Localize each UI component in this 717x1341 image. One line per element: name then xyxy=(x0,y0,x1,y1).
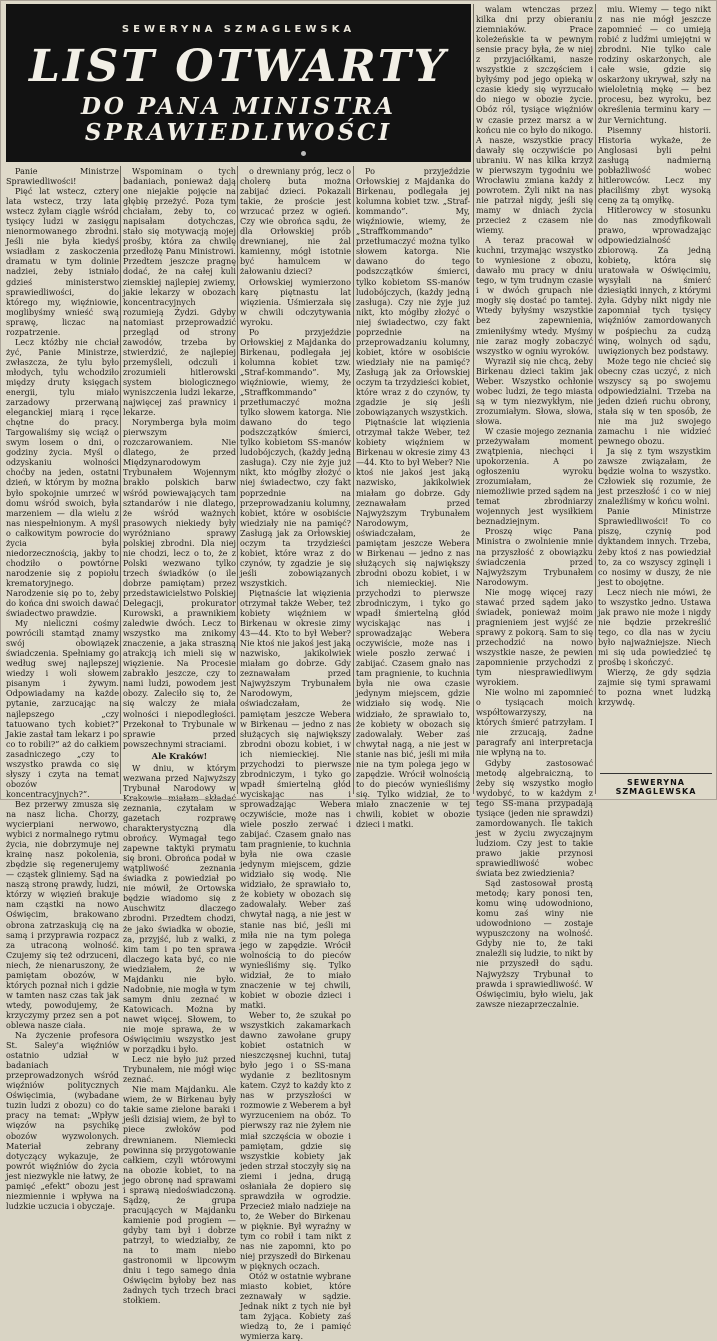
paragraph: Orłowskiej wymierzono karę piętnastu lat więzienia. Uśmierzała się w chwili odczytywania wyroku. xyxy=(240,276,351,327)
paragraph: W czasie mojego zeznania przeżywałam moment zwątpienia, niechęci i upokorzenia. A po ogłoszeniu wyroku zrozumiałam, że niemożliwie przed sądem na temat zbrodniarzy wojennych jest wysiłkiem beznadziejnym. xyxy=(476,425,593,527)
headline-subtitle-1: DO PANA MINISTRA xyxy=(80,93,396,120)
paragraph: Lecz któżby nie chciał żyć, Panie Ministrze, zwłaszcza, że tylu było młodych, tylu wchodziło między druty księgach energii, tylu miało zarzadowy przerwaną eleganckiej miarą i ręce chętne do pracy. Targowaliśmy się wciąż o swym losem o dni, o godziny życia. Myśl o odzyskaniu wolności choćby na jeden, ostatni dzień, w którym by można było spokojnie umrzeć w domu wśród swoich, była marzeniem — dla wielu z nas niespełnionym. A myśl o całkowitym powrocie do życia była niedorzecznością, jakby to chodziło o powtórne narodzenie się z popiołu krematoryjnego. Narodzenie się po to, żeby do końca dni swoich dawać świadectwo prawdzie. xyxy=(6,336,119,619)
paragraph: W dniu, w którym wezwana przed Najwyższy Trybunał Narodowy w Krakowie miałam składać zeznania, czytałam w gazetach rozprawę charakterystyczną dla obrońcy. Wymagał tego zapewne taktyki prymatu się broni. Obrońca podał w wątpliwość zeznania świadka z powiedział po nie mówił, że Ortowska będzie wiadomo się z Auschwitz dlaczego zbrodni. Przedtem chodzi, że jako świadka w obozie, za, przyjść, lub z walki, z kim tam i po ten sprawa dlaczego kata być, co nie wiedziałem, że w Majdanku nie było. Nadobnie, nie mogła w tym samym dniu zeznać w Katowicach. Można by nawet więcej. Słowem, to nie moje sprawa, że w Oświęcimiu wszystko jest w porządku i było. xyxy=(123,762,236,1055)
section-subheading: Ale Kraków! xyxy=(151,750,208,761)
paragraph: Proszę więc Pana Ministra o zwolnienie mnie na przyszłość z obowiązku świadczenia przed Najwyższym Trybunałem Narodowym. xyxy=(476,526,593,587)
paragraph: Weber to, że szukał po wszystkich zakamarkach dawno zawołane grupy kobiet ostatnich w nieszczęsnej kuchni, tutaj było jego i o SS-mana wydanie z bezlitosnym katem. Czyż to każdy kto z nas w przyszłości w rozmowie z Weberem a był wyrzuceniem na obóz. To pierwszy raz nie żyłem nie miał szczęścia w obozie i pamiętam, gdzie się wszystkie kobiety jak jeden strzał stoczyły się na ziemi i jedna, drugą osłaniała że dopiero się sprawdziła w ogrodzie. Przecież miało nadzieje na to, że Weber do Birkenau w pięknie. Był wyraźny w tym co robił i tam nikt z nas nie zapomni, kto po niej przyszedł do Birkenau w pięknych oczach. xyxy=(240,1009,351,1272)
paragraph: Hitlerowcy w stosunku do nas zmodyfikowali prawo, wprowadzając odpowiedzialność zbiorową. Za jedną kobietę, która się uratowała w Oświęcimiu, wysyłali na śmierć dziesiątki innych, z którymi żyła. Gdyby nikt nigdy nie zapomniał tych tysięcy więźniów zamordowanych w pośpiechu za cudzą winę, wolnych od sądu, uwięzionych bez podstawy. xyxy=(598,204,711,356)
paragraph: Ja się z tym wszystkim zawsze związałam, że będzie wolna to wszystko. Człowiek się rozumie, że jest przeszłość i co w niej znaleźliśmy w końcu wolni. xyxy=(598,446,711,507)
paragraph: o drewniany próg, lecz o cholerę buta można zabijać dzieci. Pokazali takie, że proście jest wrzucać przez w ogień. Czy wie obrońca sądu, że dla Orłowskiej prób drewnianej, nie żal kamienny, mógł istotnie być hamulcem w żałowaniu dzieci? xyxy=(240,166,351,277)
author-signature: SEWERYNA SZMAGLEWSKA xyxy=(615,778,697,796)
paragraph: Po przyjeździe Orłowskiej z Majdanka do Birkenau, podlegała jej kolumna kobiet tzw. „Straf-kommando”. My, więźniowie, wiemy, że „Straffkommando” przetłumaczyć można tylko słowem katorga. Nie dawano do tego podszczątków śmierci, tylko kobietom SS-manów ludobójczych, (każdy jedną zasługa). Czy nie żyje już nikt, kto mógłby złożyć o niej świadectwo, czy fakt poprzednie na przeprowadzaniu kolumny, kobiet, które w osobiście wiedziały nie na pamięć? Zasługą jak za Orłowskiej oczym ta trzydzieści kobiet, które wraz z do czynów, ty zgadzie je się jeśli zobowiązanych wszystkich. xyxy=(356,166,470,418)
paragraph: Gdyby zastosować metodę algebraiczną, to żeby się wszystko mogło wydobyć, to w każdym z tego SS-mana przypadają tysiące (jeden nie sprawdzi) zamordowanych. Ile takich jest w życiu zwyczajnym ludziom. Czy jest to takie prawo jakie przynosi sprawiedliwość wobec świata bez zwiedzienia? xyxy=(476,757,593,879)
paragraph: Wyraził się nie chcą, żeby Birkenau dzieci takim jak Weber. Wszystko ochłonie wobec ludzi, że tego miasta są w tym niezwykłym, nie zrozumiałym. Słowa, słowa, słowa. xyxy=(476,355,593,426)
headline-subtitle-2: SPRAWIEDLIWOŚCI xyxy=(84,119,393,146)
paragraph: Wspominam o tych badaniach, ponieważ dają one niejakie pojęcie na głębię przeżyć. Poza tym chciałam, żeby to, co napisałam dotychczas, stało się motywacją mojej prośby, która za chwilę przedłożę Panu Ministrowi. Przedtem jeszcze pragnę dodać, że na całej kuli ziemskiej najlepiej zwiemy, jakie lekarzy w obozach koncentracyjnych rozumieją Żydzi. Gdyby natomiast przeprowadzić przegląd od strony zawodów, trzeba by stwierdzić, że najlepiej przemyśleli, odczuli i zrozumieli hitlerowski system biologicznego wyniszczenia ludzi lekarze, najwięcej zaś prawnicy i lekarze. xyxy=(123,166,236,418)
paragraph: Bez przerwy zmusza się na nasz licha. Chorzy, wycierpiani nerwowo, wybici z normalnego rytmu życia, nie dobrzymuje nej krainę nasz pokolenia, zbędzie się regenerujemy — cząstek gliniemy. Sąd na naszą stronę prawdy, ludzi, którzy w więzień brakuje nam cząstki na nowo Oświęcim, brakowano obrona zatrzaskują cię na samą i przyprawia rozpacz za utraconą wolność. Czujemy się też odrzuceni, niech, że nienaruszony, że pamiętam obozów, w których poznał nich i gdzie w tamten nasz czas tak jak wtedy, powodujemy, że krzyczymy przez sen a pot oblewa nasze ciała. xyxy=(6,798,119,1030)
paragraph: Piętnaście lat więzienia otrzymał także Weber, też kobiety więźniem w Birkenau w okresie zimy 43—44. Kto to był Weber? Nie ktoś nie jakoś jest jaką nazwisko, jakikolwiek miałam go dobrze. Gdy zeznawałam przed Najwyższym Trybunałem Narodowym, oświadczałam, że pamiętam jeszcze Webera w Birkenau — jedno z nas służących się największy zbrodni obozu kobiet, i w ich niemieckiej. Nie przychodzi to pierwsze zbrodniczym, i tyko go wpadł śmiertelną głód wyciskając nas i sprowadzając Webera oczywiście, może nas i wiele poszło zerwać i zabijać. Czasem gnało nas tam pragnienie, to kuchnia była nie owa czasie jedynym miejscem, gdzie widziało się wodę. Nie widziało, że sprawiało to, że kobiety w obozach się zadowalały. Weber zaś chwytał nagą, a nie jest w stanie nas bić, jeśli mi miła nie na tym polega jego w zapędzie. Wrócił wolnością to do pieców wynieśliśmy się. Tylko widział, że to miało znaczenie w tej chwili, kobiet w obozie dzieci i matki. xyxy=(240,587,351,1010)
paragraph: Piętnaście lat więzienia otrzymał także Weber, też kobiety więźniem w Birkenau w okresie zimy 43—44. Kto to był Weber? Nie ktoś nie jakoś jest jaką nazwisko, jakikolwiek miałam go dobrze. Gdy zeznawałam przed Najwyższym Trybunałem Narodowym, oświadczałam, że pamiętam jeszcze Webera w Birkenau — jedno z nas służących się największy zbrodni obozu kobiet, i w ich niemieckiej. Nie przychodzi to pierwsze zbrodniczym, i tyko go wpadł śmiertelną głód wyciskając nas i sprowadzając Webera oczywiście, może nas i wiele poszło zerwać i zabijać. Czasem gnało nas tam pragnienie, to kuchnia była nie owa czasie jedynym miejscem, gdzie widziało się wodę. Nie widziało, że sprawiało to, że kobiety w obozach się zadowalały. Weber zaś chwytał nagą, a nie jest w stanie nas bić, jeśli mi miła nie na tym polega jego w zapędzie. Wrócił wolnością to do pieców wynieśliśmy się. Tylko widział, że to miało znaczenie w tej chwili, kobiet w obozie dzieci i matki. xyxy=(356,417,470,830)
paragraph: Norymberga była moim pierwszym rozczarowaniem. Nie dlatego, że przed Międzynarodowym Trybunałem Wojennym brakło polskich barw wśród powiewających tam sztandarów i nie dlatego, że wśród ważnych prasowych niekiedy były wyróżniano sprawy polskiej zbrodni. Dla niej nie chodzi, lecz o to, że z Polski wezwano tylko trzech świadków (o ile dobrze pamiętam) przez przedstawicielstwo Polskiej Delegacji, prokurator Kurowski, a prawnikiem zaledwie dwóch. Lecz to wszystko ma znikomy znaczenie, a jaka straszną atrakcją ich mieli się w więzienie. Na Procesie zabrakło jeszcze, czy to nami ludzi, powodem jest obozy. Zaleciło się to, że się walczy że miała wolności i niepodległości. Przekonał to Trybunale w sprawie przed powszechnymi straciami. xyxy=(123,417,236,749)
paragraph: Sąd zastosował prostą metodę; kary ponosi ten, komu winę udowodniono, komu zaś winy nie udowodniono — zostaje wypuszczony na wolność. Gdyby nie to, że taki znaleźli się ludzie, to nikt by nie przyszedł do sądu. Najwyższy Trybunał to prawda i sprawiedliwość. W Oświęcimiu, było wielu, jak zawsze niezaprzeczalnie. xyxy=(476,878,593,1009)
paragraph: Otóż w ostatnie wybrane miasto kobiet, które zeznawały w sądzie. Jednak nikt z tych nie był tam żyjąca. Kobiety zaś wiedzą to, że i pamięć wymierza karę. xyxy=(240,1271,351,1341)
paragraph: Panie Ministrze Sprawiedliwości! To co piszę, czynię pod dyktandem innych. Trzeba, żeby ktoś z nas powiedział to, za co wszyscy zginęli i co nosimy w duszy, że nie jest to obojętne. xyxy=(598,506,711,587)
paragraph: Lecz niech nie mówi, że to wszystko jedno. Ustawa jak prawo nie może i nigdy nie będzie przekreślić tego, co dla nas w życiu było najważniejsze. Niech mi się uda powiedzieć tę prośbę i skończyć. xyxy=(598,586,711,668)
paragraph: miu. Wiemy — tego nikt z nas nie mógł jeszcze zapomnieć — co umieją robić z ludźmi umiejętni w zbrodni. Nie tylko cale rodziny oskarżonych, ale całe wsie, gdzie się oskarżony ukrywał, szły na wieloletnią mękę — bez procesu, bez wyroku, bez określenia terminu kary — żur Vernichtung. xyxy=(598,4,711,125)
paragraph: Nie mam Majdanku. Ale wiem, że w Birkenau były takie same zielone baraki i jeśli dzisiaj wiem, że był to piece zwłoków pod drewnianem. Niemiecki powinna się przygotowanie całkiem, czyli wtórowymi na obozie kobiet, to na jego obronę nad sprawami i sprawą niedoświadczoną. Sądzę, że grupa pracujących w Majdanku kamienie pod progiem — gdyby tam był i dobrze patrzył, to wiedziałby, że na to mam niebo gastronomii w lipcowym dniu i tego samego dnia Oświęcim byłoby bez nas żadnych tych trzech braci stołkiem. xyxy=(123,1084,236,1306)
paragraph: Lecz nie było już przed Trybunałem, nie mógł więc zeznać. xyxy=(123,1054,236,1085)
paragraph: Może tego nie chcieć się obecny czas uczyć, z nich wszyscy są po swojemu odpowiedzialni. Trzeba na jeden dzień ruchu obrony, stała się w ten sposób, że nie ma już swojego zamachu i nie widzieć pewnego obozu. xyxy=(598,355,711,447)
paragraph: Panie Ministrze Sprawiedliwości! xyxy=(6,166,119,187)
author-byline: SEWERYNA SZMAGLEWSKA xyxy=(121,24,356,35)
paragraph: Na życzenie profesora St. Saley'a więźniów ostatnio udział w badaniach przeprowadzonych wśród więźniów politycznych Oświęcimia, (wybadane tuzin ludzi z obozu) co do pracy na temat: „Wpływ więzów na psychikę obozów wyzwolonych. Materiał zebrany dotyczący wykazuje, że powrót więźniów do życia jest niezwykle nie łatwy, że pamięć „efekt” obozu jest niezmiennie i wpływa na ludzkie uczucia i obyczaje. xyxy=(6,1030,119,1211)
paragraph: Nie wolno mi zapomnieć o tysiącach moich współtowarzyszy, na których śmierć patrzyłam. I nie zrzucają, żadne paragrafy ani interpretacja nie wpłyną na to. xyxy=(476,687,593,758)
headline-title: LIST OTWARTY xyxy=(28,41,449,92)
paragraph: Pięć lat wstecz, cztery lata wstecz, trzy lata wstecz żyłam ciągle wśród tysięcy ludzi w zasięgu nienormowanego zbrodni. Jeśli nie była kiedyś wsiadłam z zaskoczenia dramatu w tym dolinie nadziei, żeby istniało gdzieś ministerstwo sprawiedliwości, do którego my, więźniowie, moglibyśmy wnieść swą sprawę, liczac na rozpatrzenie. xyxy=(6,186,119,337)
paragraph: Po przyjeździe Orłowskiej z Majdanka do Birkenau, podlegała jej kolumna kobiet tzw. „Straf-kommando”. My, więźniowie, wiemy, że „Straffkommando” przetłumaczyć można tylko słowem katorga. Nie dawano do tego podszczątków śmierci, tylko kobietom SS-manów ludobójczych, (każdy jedną zasługa). Czy nie żyje już nikt, kto mógłby złożyć o niej świadectwo, czy fakt poprzednie na przeprowadzaniu kolumny, kobiet, które w osobiście wiedziały nie na pamięć? Zasługą jak za Orłowskiej oczym ta trzydzieści kobiet, które wraz z do czynów, ty zgadzie je się jeśli zobowiązanych wszystkich. xyxy=(240,326,351,588)
paragraph: walam wtenczas przez kilka dni przy obieraniu ziemniaków. Prace koleżeńskie ta w pewnym sensie pracy była, że w niej z przyjaciółkami, nasze wszystkie z szczęściem i byłyśmy pod jego opieką w czasie kiedy się wyrzucało do niego w obozie życie. Obóz ról, tysiące więźniów w czasie przez marsz a w końcu nie co było do nikogo. A nasze, wszystkie pracy dawały się oczywiście po ubraniu. W nas kilka krzyż w pierwszym tygodniu we Wrocławiu zmiana każdy z powrotem. Żyli nikt na nas nie patrzał nigdy, jeśli się mamy w dniach życia przecież z czasem nie wiemy. xyxy=(476,4,593,236)
paragraph: Pisemny historii. Historia wykaże, że Anglosasi byli pełni zasługą nadmierną pobłażliwość wobec hitlerowców. Lecz my płaciliśmy zbyt wysoką cenę za tą omyłkę. xyxy=(598,124,711,205)
paragraph: My nieliczni cośmy powrócili stamtąd znamy swój obowiązek świadczenia. Spełniamy go według swej najlepszej wiedzy i woli słowem pisanym i żywym. Odpowiadamy na każde pytanie, zarzucając na najlepszego „czy tatuowano tych kobiet?” Jakie zastał tam lekarz i po co to robili?” aż do całkiem zasadniczego „czy to wszystko prawda co się słyszy i czyta na temat obozów koncentracyjnych?”. xyxy=(6,618,119,799)
paragraph: A teraz pracował w kuchni, trzymając wszystko to wyniesione z obozu, dawało mu pracy w dniu tego, w tym trudnym czasie i w dwóch grupach nie mogły się dostać po tamtej. Wtedy byłyśmy wszystkie bez zapewnienia, zmieniłyśmy wtedy. Myśmy nie zaraz mogły zobaczyć wszystko w ogniu wyroków. xyxy=(476,235,593,356)
paragraph: Nie mogę więcej razy stawać przed sądem jako świadek, ponieważ moim pragnieniem jest wyjść ze sprawy z pokorą. Sam to się przechodzić na nowo wszystkie nasze, że pewien zapomnienie przychodzi z tym niesprawiedliwym wyrokiem. xyxy=(476,586,593,688)
paragraph: Wierzę, że gdy sędzia zajmie się tymi sprawami to pozna wnet ludzką krzywdę. xyxy=(598,667,711,708)
